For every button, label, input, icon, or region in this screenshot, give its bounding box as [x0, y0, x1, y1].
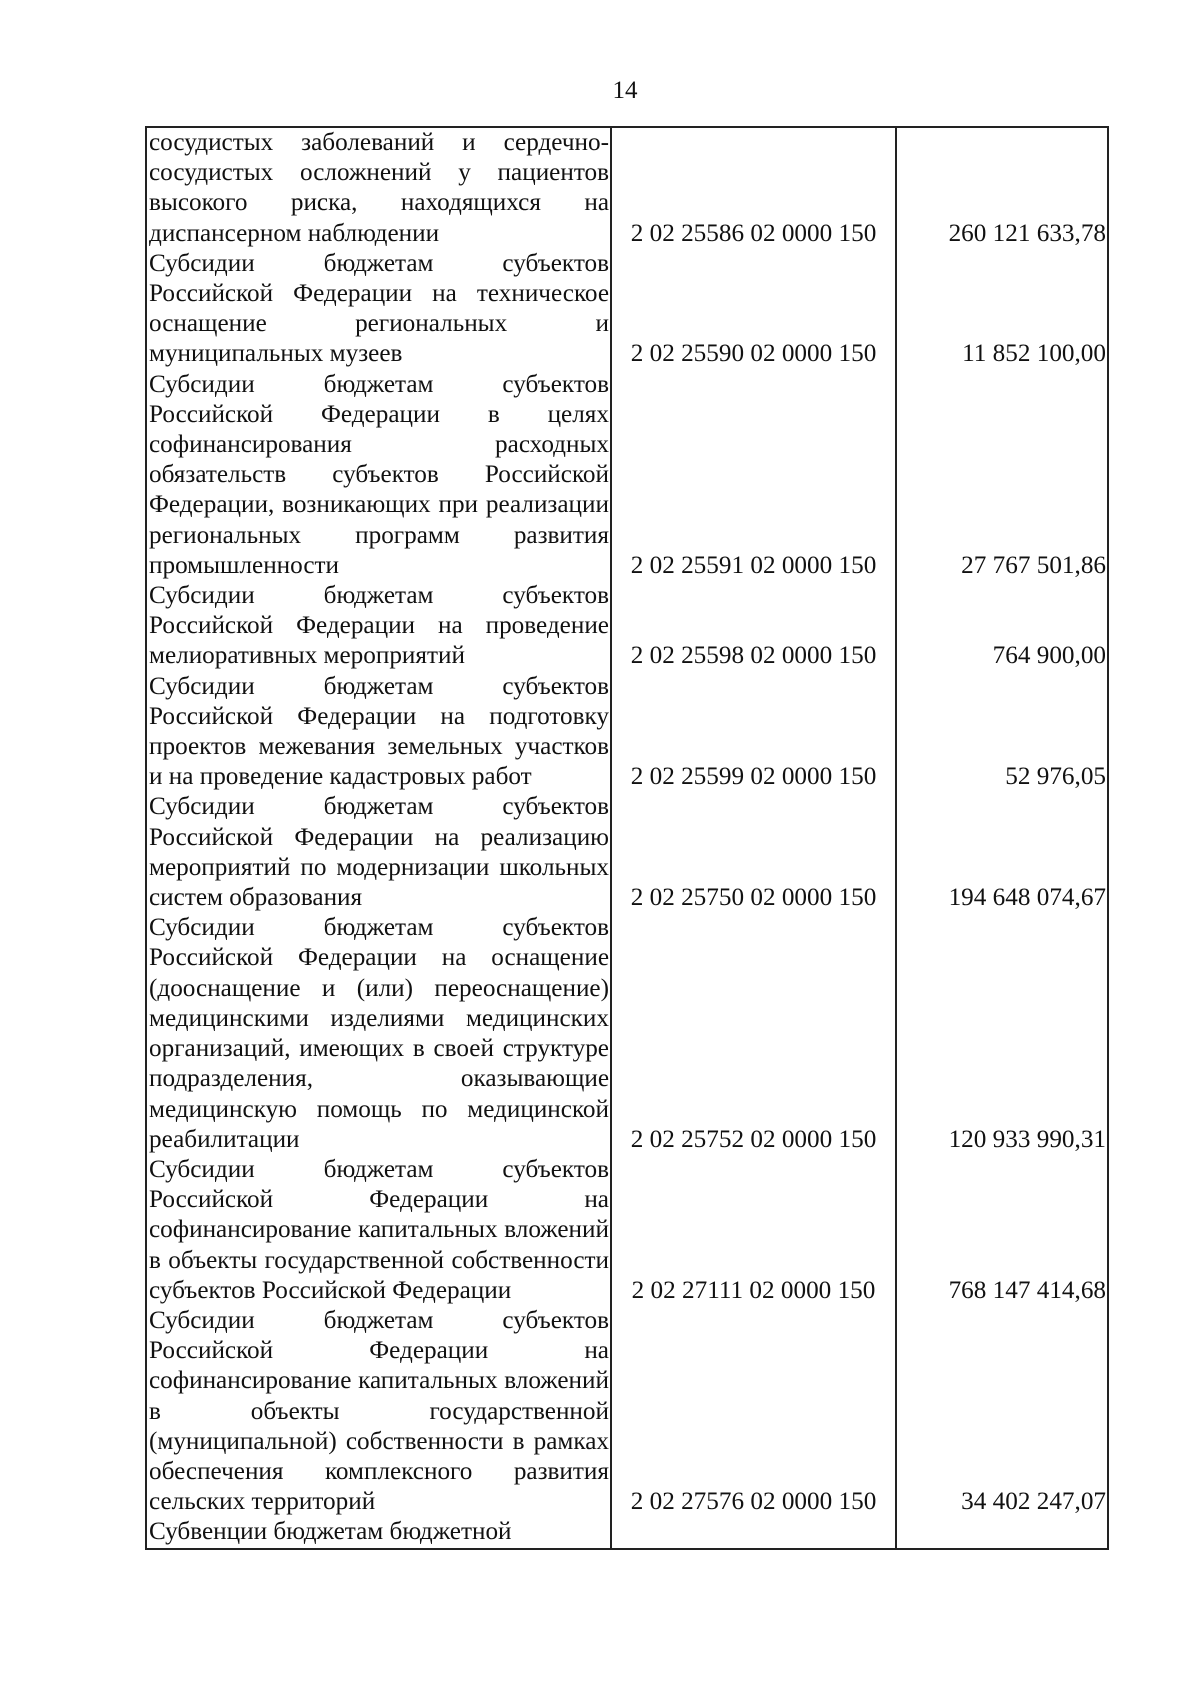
table-row [146, 1306, 1108, 1517]
row-amount [896, 1517, 1108, 1548]
row-code [611, 1517, 896, 1548]
table-row [146, 672, 1108, 793]
table-row [146, 1155, 1108, 1306]
row-code: 2 02 27111 02 0000 150 [611, 1155, 896, 1306]
row-amount: 768 147 414,68 [896, 1155, 1108, 1306]
row-amount: 120 933 990,31 [896, 913, 1108, 1155]
row-code: 2 02 25750 02 0000 150 [611, 792, 896, 913]
row-code: 2 02 25590 02 0000 150 [611, 249, 896, 370]
page-number: 14 [612, 77, 638, 104]
table-row [146, 127, 1108, 249]
row-description: Субсидии бюджетам субъектов Российской Федерации на софинансирование капитальных вложений в объекты государственной (муниципальной) собственности в рамках обеспечения комплексного развития сельских территорий [146, 1306, 611, 1517]
row-amount: 194 648 074,67 [896, 792, 1108, 913]
row-amount: 34 402 247,07 [896, 1306, 1108, 1517]
table-row [146, 1517, 1108, 1548]
row-description: сосудистых заболеваний и сердечно-сосудистых осложнений у пациентов высокого риска, находящихся на диспансерном наблюдении [146, 127, 611, 249]
row-code: 2 02 25591 02 0000 150 [611, 370, 896, 581]
table-row [146, 249, 1108, 370]
table-row [146, 792, 1108, 913]
table-row [146, 370, 1108, 581]
row-description: Субсидии бюджетам субъектов Российской Федерации на реализацию мероприятий по модернизации школьных систем образования [146, 792, 611, 913]
table-row [146, 913, 1108, 1155]
row-code: 2 02 25598 02 0000 150 [611, 581, 896, 672]
row-code: 2 02 27576 02 0000 150 [611, 1306, 896, 1517]
table-row [146, 581, 1108, 672]
row-amount: 11 852 100,00 [896, 249, 1108, 370]
row-description: Субсидии бюджетам субъектов Российской Федерации на оснащение (дооснащение и (или) переоснащение) медицинскими изделиями медицинских организаций, имеющих в своей структуре подразделения, оказывающие медицинскую помощь по медицинской реабилитации [146, 913, 611, 1155]
row-description: Субвенции бюджетам бюджетной [146, 1517, 611, 1548]
row-amount: 52 976,05 [896, 672, 1108, 793]
row-description: Субсидии бюджетам субъектов Российской Федерации на софинансирование капитальных вложений в объекты государственной собственности субъектов Российской Федерации [146, 1155, 611, 1306]
row-amount: 27 767 501,86 [896, 370, 1108, 581]
row-description: Субсидии бюджетам субъектов Российской Федерации в целях софинансирования расходных обязательств субъектов Российской Федерации, возникающих при реализации региональных программ развития промышленности [146, 370, 611, 581]
row-description: Субсидии бюджетам субъектов Российской Федерации на подготовку проектов межевания земельных участков и на проведение кадастровых работ [146, 672, 611, 793]
row-code: 2 02 25599 02 0000 150 [611, 672, 896, 793]
row-description: Субсидии бюджетам субъектов Российской Федерации на проведение мелиоративных мероприятий [146, 581, 611, 672]
row-amount: 260 121 633,78 [896, 127, 1108, 249]
row-amount: 764 900,00 [896, 581, 1108, 672]
row-code: 2 02 25752 02 0000 150 [611, 913, 896, 1155]
row-description: Субсидии бюджетам субъектов Российской Федерации на техническое оснащение региональных и муниципальных музеев [146, 249, 611, 370]
row-code: 2 02 25586 02 0000 150 [611, 127, 896, 249]
budget-table [145, 126, 1109, 1550]
